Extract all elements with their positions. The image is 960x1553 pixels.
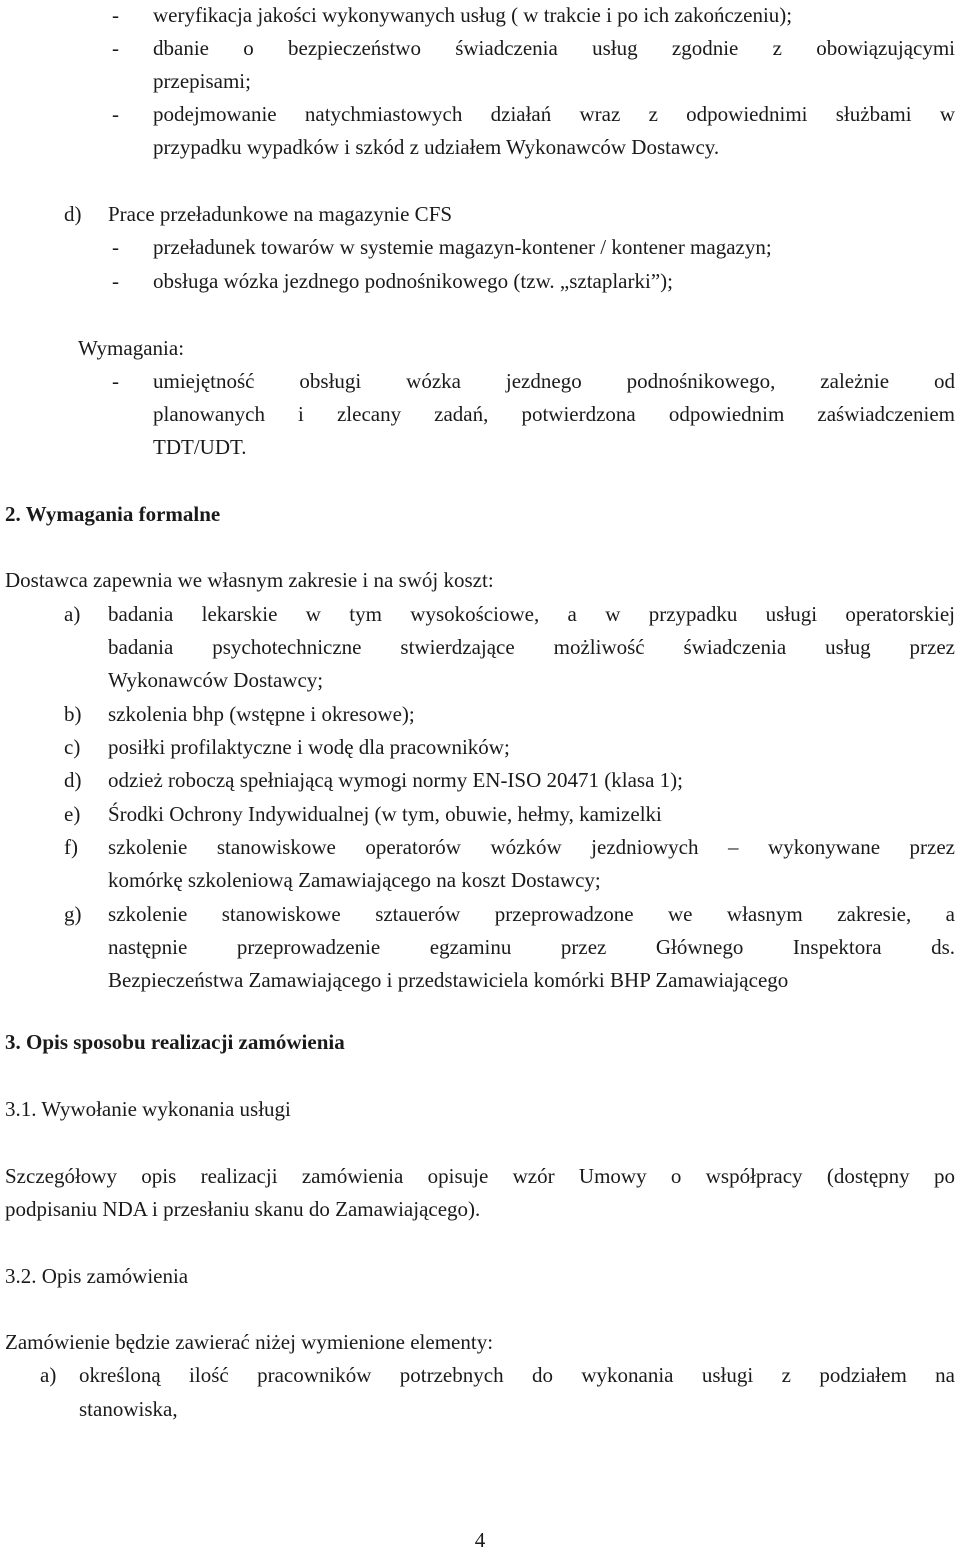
list-marker: - bbox=[112, 3, 119, 27]
list-marker: - bbox=[112, 102, 119, 126]
list-item-text: TDT/UDT. bbox=[153, 435, 247, 459]
list-marker: a) bbox=[40, 1363, 57, 1387]
list-item-text: przeładunek towarów w systemie magazyn-kontener / kontener magazyn; bbox=[153, 235, 772, 259]
requirements-label: Wymagania: bbox=[78, 336, 185, 360]
list-item-text: przypadku wypadków i szkód z udziałem Wykonawców Dostawcy. bbox=[153, 135, 720, 159]
list-item-text: szkolenia bhp (wstępne i okresowe); bbox=[108, 702, 415, 726]
list-item-text: umiejętność obsługi wózka jezdnego podnośnikowego, zależnie od bbox=[153, 369, 955, 393]
list-item-text: odzież roboczą spełniającą wymogi normy EN-ISO 20471 (klasa 1); bbox=[108, 768, 683, 792]
list-item-text: przepisami; bbox=[153, 69, 251, 93]
list-item-text: badania lekarskie w tym wysokościowe, a w przypadku usługi operatorskiej bbox=[108, 602, 955, 626]
list-item-text: badania psychotechniczne stwierdzające możliwość świadczenia usług przez bbox=[108, 635, 955, 659]
list-item-text: komórkę szkoleniową Zamawiającego na koszt Dostawcy; bbox=[108, 868, 601, 892]
list-marker: c) bbox=[64, 735, 81, 759]
section-title: Prace przeładunkowe na magazynie CFS bbox=[108, 202, 453, 226]
list-item-text: planowanych i zlecany zadań, potwierdzona odpowiednim zaświadczeniem bbox=[153, 402, 955, 426]
section-marker: d) bbox=[64, 202, 82, 226]
list-item-text: stanowiska, bbox=[79, 1397, 178, 1421]
list-marker: - bbox=[112, 235, 119, 259]
list-marker: d) bbox=[64, 768, 82, 792]
section-heading: 3. Opis sposobu realizacji zamówienia bbox=[5, 1030, 345, 1054]
paragraph-line: Szczegółowy opis realizacji zamówienia opisuje wzór Umowy o współpracy (dostępny po bbox=[5, 1164, 955, 1188]
list-item-text: dbanie o bezpieczeństwo świadczenia usług zgodnie z obowiązującymi bbox=[153, 36, 955, 60]
list-item-text: szkolenie stanowiskowe sztauerów przeprowadzone we własnym zakresie, a bbox=[108, 902, 955, 926]
list-item-text: następnie przeprowadzenie egzaminu przez Głównego Inspektora ds. bbox=[108, 935, 955, 959]
list-marker: - bbox=[112, 36, 119, 60]
list-marker: g) bbox=[64, 902, 82, 926]
list-item-text: podejmowanie natychmiastowych działań wraz z odpowiednimi służbami w bbox=[153, 102, 955, 126]
list-marker: e) bbox=[64, 802, 81, 826]
page-number: 4 bbox=[474, 1528, 486, 1552]
list-item-text: posiłki profilaktyczne i wodę dla pracowników; bbox=[108, 735, 510, 759]
paragraph-line: Zamówienie będzie zawierać niżej wymienione elementy: bbox=[5, 1330, 494, 1354]
list-marker: f) bbox=[64, 835, 78, 859]
list-item-text: weryfikacja jakości wykonywanych usług ( w trakcie i po ich zakończeniu); bbox=[153, 3, 793, 27]
list-item-text: Środki Ochrony Indywidualnej (w tym, obuwie, hełmy, kamizelki bbox=[108, 802, 662, 826]
list-item-text: Bezpieczeństwa Zamawiającego i przedstawiciela komórki BHP Zamawiającego bbox=[108, 968, 789, 992]
list-item-text: obsługa wózka jezdnego podnośnikowego (tzw. „sztaplarki”); bbox=[153, 269, 673, 293]
subsection-heading: 3.1. Wywołanie wykonania usługi bbox=[5, 1097, 291, 1121]
list-marker: - bbox=[112, 269, 119, 293]
section-heading: 2. Wymagania formalne bbox=[5, 502, 221, 526]
list-marker: a) bbox=[64, 602, 81, 626]
paragraph-line: podpisaniu NDA i przesłaniu skanu do Zamawiającego). bbox=[5, 1197, 481, 1221]
list-item-text: określoną ilość pracowników potrzebnych do wykonania usługi z podziałem na bbox=[79, 1363, 955, 1387]
list-item-text: Wykonawców Dostawcy; bbox=[108, 668, 324, 692]
list-item-text: szkolenie stanowiskowe operatorów wózków jezdniowych – wykonywane przez bbox=[108, 835, 955, 859]
list-marker: b) bbox=[64, 702, 82, 726]
subsection-heading: 3.2. Opis zamówienia bbox=[5, 1264, 189, 1288]
list-marker: - bbox=[112, 369, 119, 393]
section-intro: Dostawca zapewnia we własnym zakresie i na swój koszt: bbox=[5, 568, 494, 592]
